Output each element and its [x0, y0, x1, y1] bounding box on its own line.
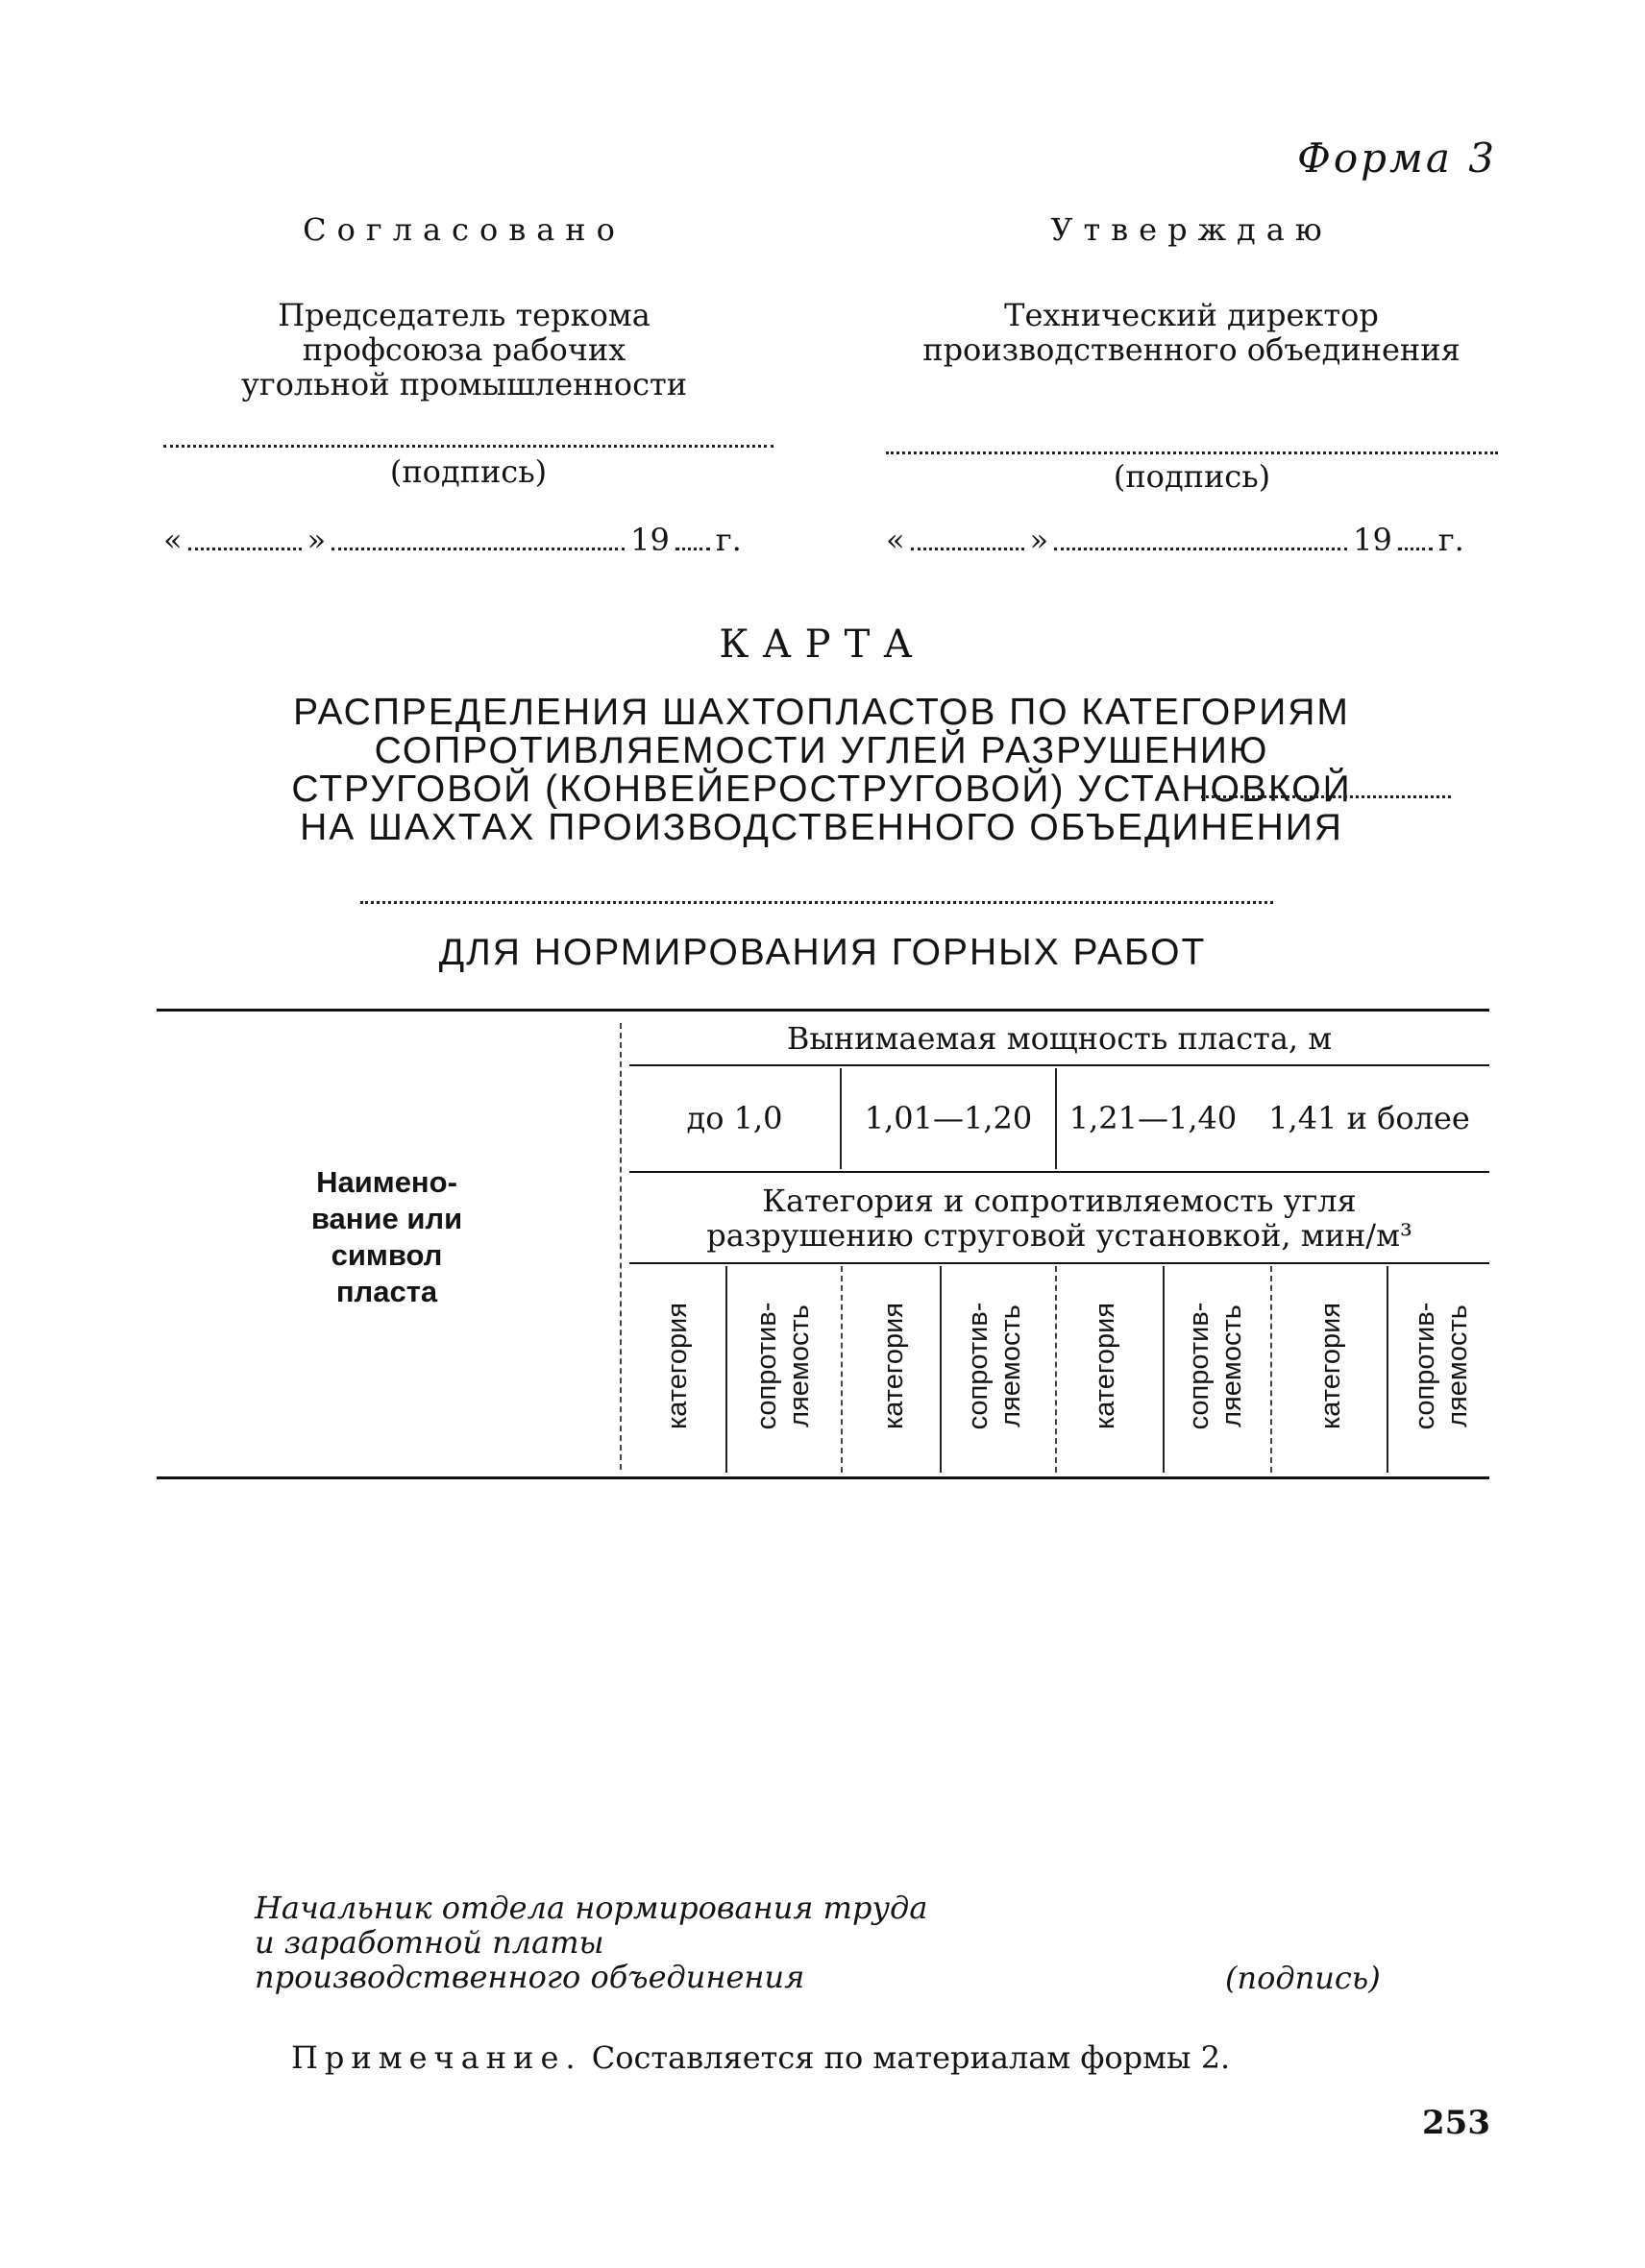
seam-name-header-line: символ [331, 1238, 443, 1272]
date-open-quote: « [886, 522, 905, 558]
sub-column-category: категория [878, 1303, 909, 1430]
sub-column-divider [1163, 1266, 1165, 1473]
approval-left-title: Согласовано [303, 211, 626, 248]
document-title: КАРТА [719, 622, 926, 667]
thickness-range-4: 1,41 и более [1268, 1100, 1470, 1136]
approval-left-position-line: Председатель теркома [278, 297, 651, 333]
date-close-quote: » [1029, 522, 1049, 558]
sub-column-divider [1270, 1266, 1272, 1473]
form-label: Форма 3 [1297, 134, 1497, 182]
subtitle-line: РАСПРЕДЕЛЕНИЯ ШАХТОПЛАСТОВ ПО КАТЕГОРИЯМ [293, 692, 1350, 733]
approval-right-position-line: производственного объединения [922, 331, 1461, 368]
sub-column-divider [940, 1266, 942, 1473]
resistance-line: ляемость [784, 1305, 815, 1427]
thickness-header-rule [629, 1064, 1489, 1066]
date-year-prefix: 19 [630, 522, 670, 558]
subtitle-line: СТРУГОВОЙ (КОНВЕЙЕРОСТРУГОВОЙ) УСТАНОВКОЙ [291, 768, 1352, 810]
sub-column-resistance [750, 1270, 816, 1462]
department-head-line: и заработной платы [255, 1924, 604, 1961]
resistance-line: ляемость [995, 1305, 1026, 1427]
approval-right-signature-caption: (подпись) [1113, 458, 1271, 495]
resistance-line: сопротив- [751, 1302, 782, 1430]
note [291, 2039, 1230, 2076]
resistance-line: сопротив- [1184, 1302, 1215, 1430]
seam-name-header-line: пласта [335, 1275, 438, 1308]
approval-right-title: Утверждаю [1050, 211, 1333, 248]
document-subtitle [144, 694, 1499, 847]
subtitle-line: СОПРОТИВЛЯЕМОСТИ УГЛЕЙ РАЗРУШЕНИЮ [374, 730, 1269, 771]
category-header-rule [629, 1262, 1489, 1264]
approval-left-position [157, 298, 772, 402]
resistance-line: ляемость [1216, 1305, 1247, 1427]
date-year-prefix: 19 [1353, 522, 1392, 558]
thickness-range-1: до 1,0 [686, 1100, 783, 1136]
sub-column-resistance [962, 1270, 1027, 1462]
table-bottom-rule [157, 1476, 1489, 1479]
date-year-suffix: г. [1437, 522, 1464, 558]
approval-left-date [163, 522, 742, 558]
approval-right-position-line: Технический директор [1004, 297, 1379, 333]
resistance-line: ляемость [1442, 1305, 1473, 1427]
resistance-line: сопротив- [1410, 1302, 1440, 1430]
association-blank [360, 901, 1273, 904]
seam-name-header-line: вание или [310, 1202, 463, 1235]
sub-column-divider [841, 1266, 843, 1473]
thickness-header: Вынимаемая мощность пласта, м [786, 1020, 1333, 1057]
category-header-line: Категория и сопротивляемость угля [762, 1183, 1357, 1219]
date-day-blank [188, 548, 302, 550]
approval-left-signature-caption: (подпись) [389, 453, 548, 490]
date-year-blank [1398, 548, 1433, 550]
date-open-quote: « [163, 522, 183, 558]
approval-left [157, 211, 772, 402]
date-year-suffix: г. [715, 522, 742, 558]
approval-left-signature-line [163, 445, 773, 448]
table-top-rule [157, 1009, 1489, 1012]
approval-right-signature-line [886, 451, 1498, 454]
sub-column-resistance [1183, 1270, 1248, 1462]
thickness-range-2: 1,01—1,20 [864, 1100, 1033, 1136]
page-number: 253 [1422, 2104, 1490, 2142]
approval-right [884, 211, 1499, 367]
category-header [629, 1183, 1489, 1253]
sub-column-category: категория [1090, 1303, 1120, 1430]
sub-column-divider [725, 1266, 727, 1473]
note-text: Составляется по материалам формы 2. [591, 2039, 1231, 2076]
department-head-line: Начальник отдела нормирования труда [255, 1890, 928, 1926]
approval-right-date [886, 522, 1464, 558]
resistance-line: сопротив- [963, 1302, 994, 1430]
date-month-blank [331, 548, 625, 550]
date-year-blank [675, 548, 710, 550]
approval-right-position [884, 298, 1499, 367]
sub-column-divider [1387, 1266, 1388, 1473]
seam-name-header-line: Наимено- [316, 1165, 457, 1199]
sub-column-resistance [1409, 1270, 1474, 1462]
category-header-line: разрушению струговой установкой, мин/м³ [706, 1217, 1412, 1254]
document-purpose: ДЛЯ НОРМИРОВАНИЯ ГОРНЫХ РАБОТ [438, 932, 1207, 973]
approval-left-position-line: профсоюза рабочих [302, 331, 626, 368]
department-head-signature-caption: (подпись) [1225, 1960, 1381, 1996]
department-head-line: производственного объединения [255, 1959, 805, 1995]
department-head-title [255, 1890, 927, 1994]
date-close-quote: » [307, 522, 327, 558]
note-label: Примечание. [291, 2039, 582, 2076]
table-column-divider [620, 1023, 622, 1470]
subtitle-line: НА ШАХТАХ ПРОИЗВОДСТВЕННОГО ОБЪЕДИНЕНИЯ [300, 807, 1343, 848]
installation-blank [1201, 795, 1451, 798]
sub-column-category: категория [662, 1303, 693, 1430]
seam-name-header [207, 1164, 567, 1310]
thickness-range-3: 1,21—1,40 [1068, 1100, 1238, 1136]
ranges-rule [629, 1171, 1489, 1173]
date-month-blank [1054, 548, 1347, 550]
date-day-blank [911, 548, 1024, 550]
sub-column-divider [1055, 1266, 1057, 1473]
sub-column-category: категория [1315, 1303, 1346, 1430]
approval-left-position-line: угольной промышленности [240, 366, 688, 402]
